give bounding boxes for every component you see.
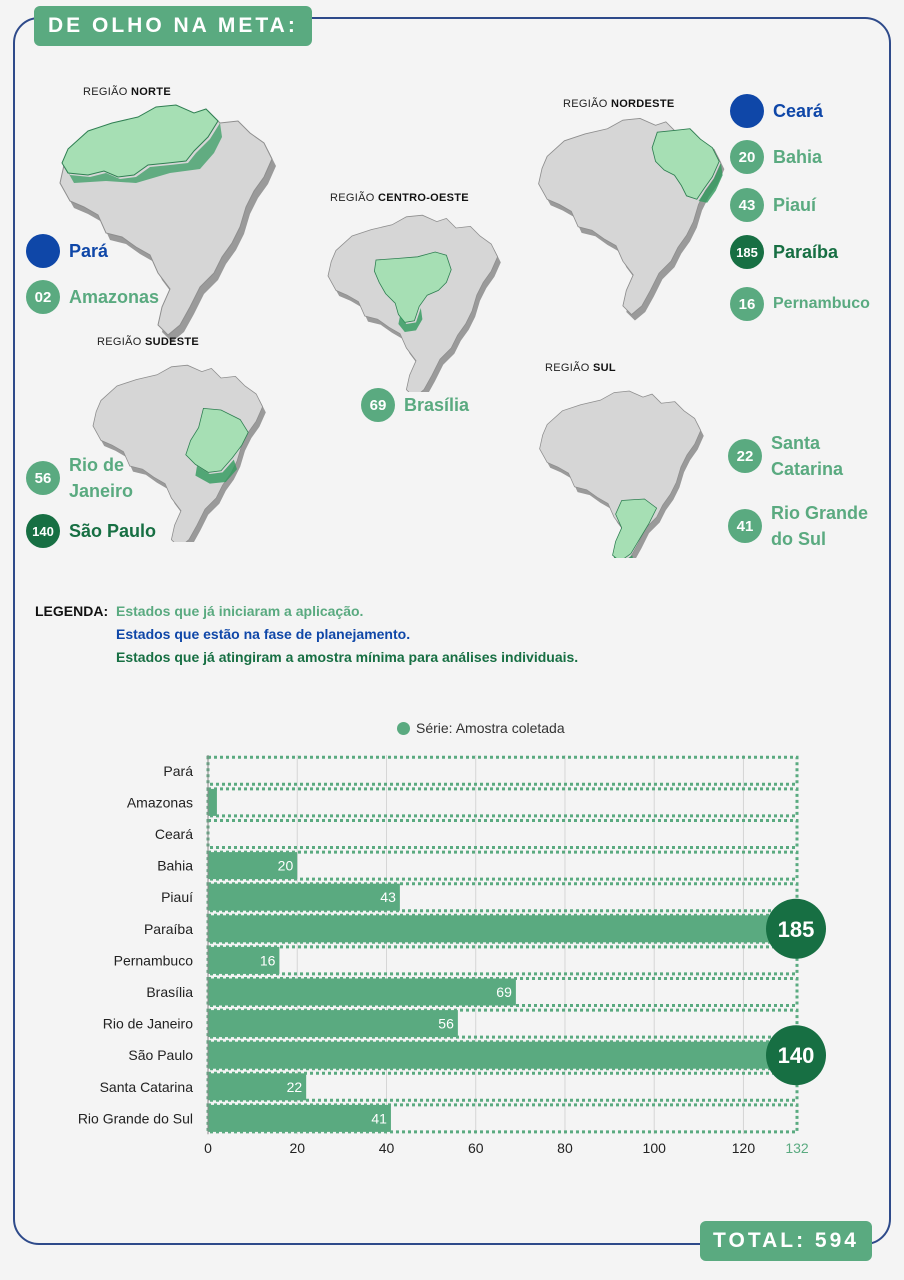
bar <box>208 1105 391 1132</box>
category-label: Bahia <box>157 857 193 874</box>
data-label: 41 <box>371 1110 387 1127</box>
category-label: Ceará <box>154 826 193 842</box>
data-label: 43 <box>380 889 396 906</box>
data-label: 16 <box>259 952 276 969</box>
data-label: 20 <box>277 857 294 874</box>
target-tick-label: 132 <box>785 1140 809 1157</box>
target-outline <box>208 821 797 848</box>
target-outline <box>208 757 797 784</box>
state-sao-paulo: 140 São Paulo <box>26 514 156 548</box>
data-label: 140 <box>777 1043 815 1069</box>
legend-reached: Estados que já atingiram a amostra mínima para análises individuais. <box>116 649 579 665</box>
data-label: 22 <box>286 1078 303 1095</box>
category-label: Paraíba <box>143 920 193 937</box>
chart-legend: Série: Amostra coletada <box>397 720 565 736</box>
category-label: Santa Catarina <box>99 1078 193 1095</box>
category-label: Rio Grande do Sul <box>77 1110 193 1127</box>
state-ceara: Ceará <box>730 94 823 128</box>
legend-applying: Estados que já iniciaram a aplicação. <box>116 603 364 619</box>
region-label-centro-oeste: REGIÃO CENTRO-OESTE <box>330 192 469 204</box>
category-label: Amazonas <box>126 794 193 811</box>
state-bahia: 20 Bahia <box>730 140 822 174</box>
target-outline <box>208 947 797 974</box>
total-badge: TOTAL: 594 <box>700 1221 872 1261</box>
x-tick-label: 80 <box>557 1140 573 1157</box>
x-tick-label: 0 <box>204 1140 212 1157</box>
state-piaui: 43 Piauí <box>730 188 816 222</box>
bar <box>208 789 217 816</box>
category-label: Brasília <box>146 984 193 1000</box>
category-label: Pernambuco <box>113 952 193 969</box>
page-title: DE OLHO NA META: <box>34 6 312 46</box>
state-rio-de-janeiro: 56 Rio de Janeiro <box>26 452 133 504</box>
x-tick-label: 60 <box>467 1140 484 1157</box>
x-tick-label: 120 <box>731 1140 756 1157</box>
category-label: Pará <box>163 762 193 779</box>
bar <box>208 979 516 1006</box>
state-santa-catarina: 22 Santa Catarina <box>728 430 843 482</box>
target-outline <box>208 789 797 816</box>
state-paraiba: 185 Paraíba <box>730 235 838 269</box>
state-pernambuco: 16 Pernambuco <box>730 287 870 321</box>
state-rio-grande-do-sul: 41 Rio Grande do Sul <box>728 500 868 552</box>
region-label-sul: REGIÃO SUL <box>545 362 616 374</box>
legend-planning: Estados que estão na fase de planejamento. <box>116 626 411 642</box>
bar <box>208 1010 458 1037</box>
region-label-nordeste: REGIÃO NORDESTE <box>563 98 675 110</box>
region-label-norte: REGIÃO NORTE <box>83 86 171 98</box>
state-para: Pará <box>26 234 108 268</box>
category-label: Piauí <box>161 889 193 906</box>
bar <box>208 884 400 911</box>
data-label: 56 <box>438 1015 454 1032</box>
category-label: Rio de Janeiro <box>102 1015 193 1032</box>
region-label-sudeste: REGIÃO SUDESTE <box>97 336 200 348</box>
state-brasilia: 69 Brasília <box>361 388 469 422</box>
x-tick-label: 100 <box>642 1140 666 1157</box>
bar <box>208 1042 797 1069</box>
data-label: 69 <box>496 984 512 1000</box>
state-amazonas: 02 Amazonas <box>26 280 159 314</box>
x-tick-label: 20 <box>289 1140 306 1157</box>
data-label: 185 <box>777 916 815 942</box>
category-label: São Paulo <box>128 1047 193 1064</box>
x-tick-label: 40 <box>378 1140 395 1157</box>
bar <box>208 915 797 942</box>
